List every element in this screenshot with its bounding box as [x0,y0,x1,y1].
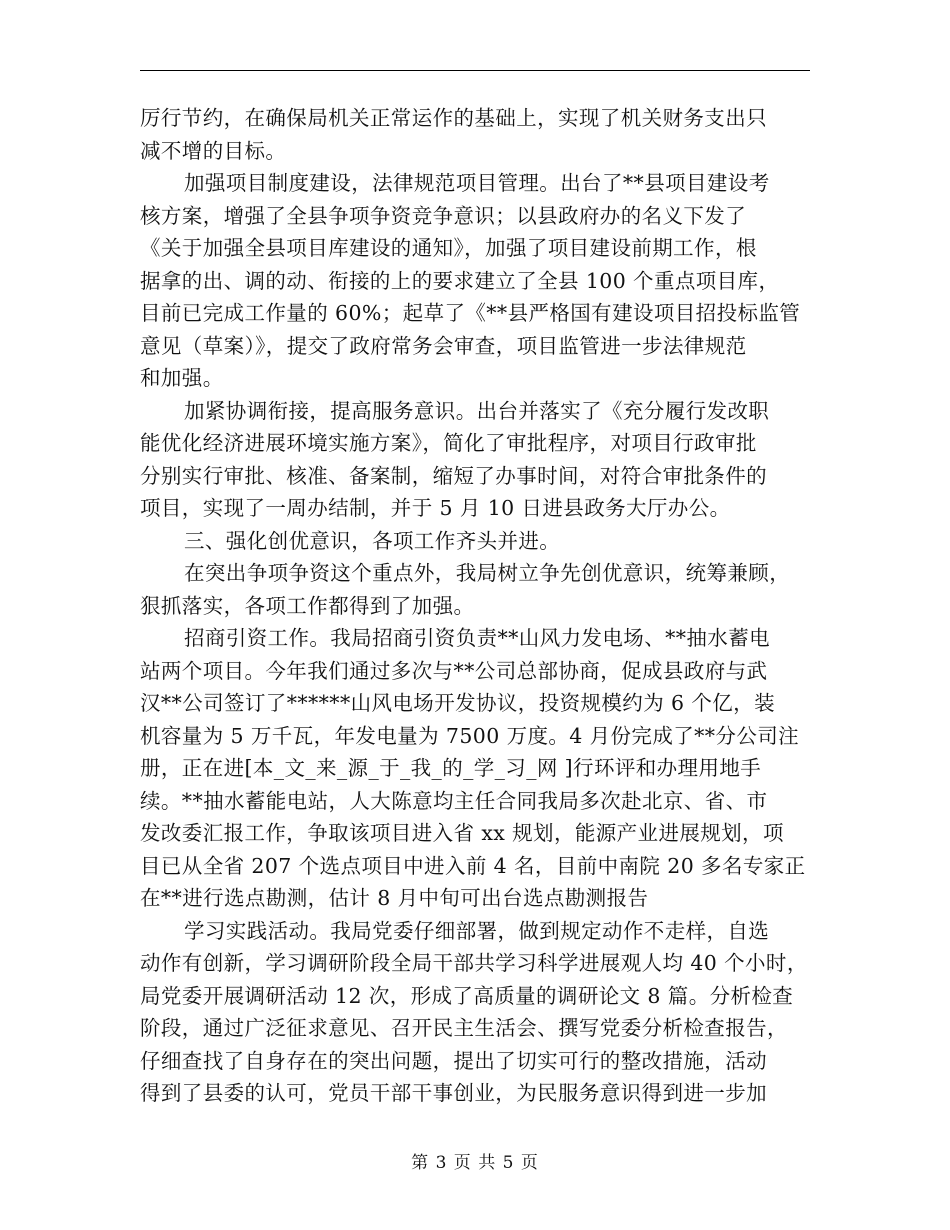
text-line: 在突出争项争资这个重点外，我局树立争先创优意识，统筹兼顾， [184,561,791,585]
text-line: 减不增的目标。 [140,138,287,163]
text-line: 能优化经济进展环境实施方案》，简化了审批程序，对项目行政审批 [140,431,757,455]
text-line: 据拿的出、调的动、衔接的上的要求建立了全县 100 个重点项目库， [140,268,780,293]
text-line: 分别实行审批、核准、备案制，缩短了办事时间，对符合审批条件的 [140,463,767,488]
page-number: 第 3 页 共 5 页 [411,1153,539,1173]
text-line: 招商引资工作。我局招商引资负责**山风力发电场、**抽水蓄电 [184,626,770,650]
text-line: 局党委开展调研活动 12 次，形成了高质量的调研论文 8 篇。分析检查 [140,983,794,1008]
text-line: 加紧协调衔接，提高服务意识。出台并落实了《充分履行发改职 [184,398,770,423]
paragraph [140,622,810,915]
paragraph [140,525,810,558]
paragraph [140,557,810,622]
text-line: 和加强。 [140,366,224,390]
paragraph [140,395,810,525]
text-line: 册，正在进[本_文_来_源_于_我_的_学_习_网 ]行环评和办理用地手 [140,756,762,780]
text-line: 狠抓落实，各项工作都得到了加强。 [140,593,475,618]
paragraph [140,102,810,167]
text-line: 核方案，增强了全县争项争资竞争意识；以县政府办的名义下发了 [140,203,747,228]
text-line: 发改委汇报工作，争取该项目进入省 xx 规划，能源产业进展规划，项 [140,821,784,845]
text-line: 项目，实现了一周办结制，并于 5 月 10 日进县政务大厅办公。 [140,496,731,520]
text-line: 在**进行选点勘测，估计 8 月中旬可出台选点勘测报告 [140,886,649,910]
paragraph [140,167,810,395]
text-line: 加强项目制度建设，法律规范项目管理。出台了**县项目建设考 [184,171,770,195]
text-line: 目已从全省 207 个选点项目中进入前 4 名，目前中南院 20 多名专家正 [140,853,806,878]
text-line: 目前已完成工作量的 60%；起草了《**县严格国有建设项目招投标监管 [140,301,801,325]
document-body [140,102,810,1110]
text-line: 汉**公司签订了******山风电场开发协议，投资规模约为 6 个亿，装 [140,691,775,715]
text-line: 仔细查找了自身存在的突出问题，提出了切实可行的整改措施，活动 [140,1048,767,1073]
text-line: 得到了县委的认可，党员干部干事创业，为民服务意识得到进一步加 [140,1081,767,1105]
text-line: 厉行节约，在确保局机关正常运作的基础上，实现了机关财务支出只 [140,106,767,130]
text-line: 站两个项目。今年我们通过多次与**公司总部协商，促成县政府与武 [140,658,768,683]
text-line: 学习实践活动。我局党委仔细部署，做到规定动作不走样，自选 [184,918,770,943]
text-line: 阶段，通过广泛征求意见、召开民主生活会、撰写党委分析检查报告， [140,1016,788,1040]
text-line: 意见（草案）》，提交了政府常务会审查，项目监管进一步法律规范 [140,333,747,358]
text-line: 《关于加强全县项目库建设的通知》，加强了项目建设前期工作，根 [140,236,757,260]
text-line: 续。**抽水蓄能电站，人大陈意均主任合同我局多次赴北京、省、市 [140,788,768,813]
text-line: 动作有创新，学习调研阶段全局干部共学习科学进展观人均 40 个小时， [140,951,808,975]
header-rule [140,70,810,71]
text-line: 机容量为 5 万千瓦，年发电量为 7500 万度。4 月份完成了**分公司注 [140,723,800,748]
text-line: 三、强化创优意识，各项工作齐头并进。 [184,528,561,553]
paragraph [140,915,810,1110]
